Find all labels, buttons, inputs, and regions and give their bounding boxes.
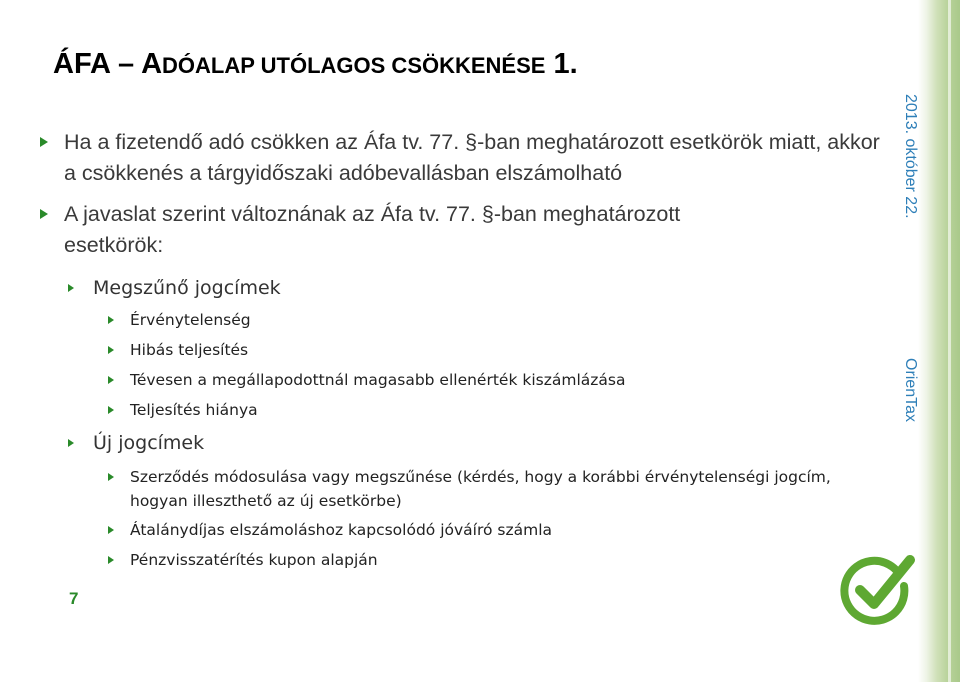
page-number: 7 <box>69 589 79 608</box>
triangle-bullet-icon <box>108 526 114 534</box>
side-company: OrienTax <box>902 358 919 423</box>
triangle-bullet-icon <box>108 556 114 564</box>
triangle-bullet-icon <box>68 284 74 292</box>
list-item-text: Szerződés módosulása vagy megszűnése (kérdés, hogy a korábbi érvénytelenségi jogcím, hogyan illeszthető az új esetkörbe) <box>130 468 831 510</box>
triangle-bullet-icon <box>68 439 74 447</box>
list-item-text: Teljesítés hiánya <box>130 401 258 419</box>
list-item-text: Hibás teljesítés <box>130 341 249 359</box>
list-item-text: Átalánydíjas elszámoláshoz kapcsolódó jóváíró számla <box>130 521 553 539</box>
triangle-bullet-icon <box>108 473 114 481</box>
triangle-bullet-icon <box>108 316 114 324</box>
bullet-text: A javaslat szerint változnának az Áfa tv. 77. §-ban meghatározott esetkörök: <box>64 202 681 257</box>
list-item-text: Pénzvisszatérítés kupon alapján <box>130 551 378 569</box>
triangle-bullet-icon <box>108 346 114 354</box>
bullet-text: Ha a fizetendő adó csökken az Áfa tv. 77. §-ban meghatározott esetkörök miatt, akkor a csökkenés a tárgyidőszaki adóbevallásban elszámolható <box>64 130 880 185</box>
slide-title: ÁFA – ADÓALAP UTÓLAGOS CSÖKKENÉSE 1. <box>53 48 578 80</box>
triangle-bullet-icon <box>108 406 114 414</box>
list-item-text: Érvénytelenség <box>130 311 251 329</box>
triangle-bullet-icon <box>40 137 48 147</box>
decorative-sidebar <box>918 0 960 682</box>
checkmark-logo-icon <box>838 550 918 630</box>
triangle-bullet-icon <box>108 376 114 384</box>
subheading-text: Új jogcímek <box>93 432 205 454</box>
side-date: 2013. október 22. <box>902 94 919 219</box>
triangle-bullet-icon <box>40 209 48 219</box>
list-item-text: Tévesen a megállapodottnál magasabb ellenérték kiszámlázása <box>130 371 626 389</box>
subheading-text: Megszűnő jogcímek <box>93 277 281 299</box>
